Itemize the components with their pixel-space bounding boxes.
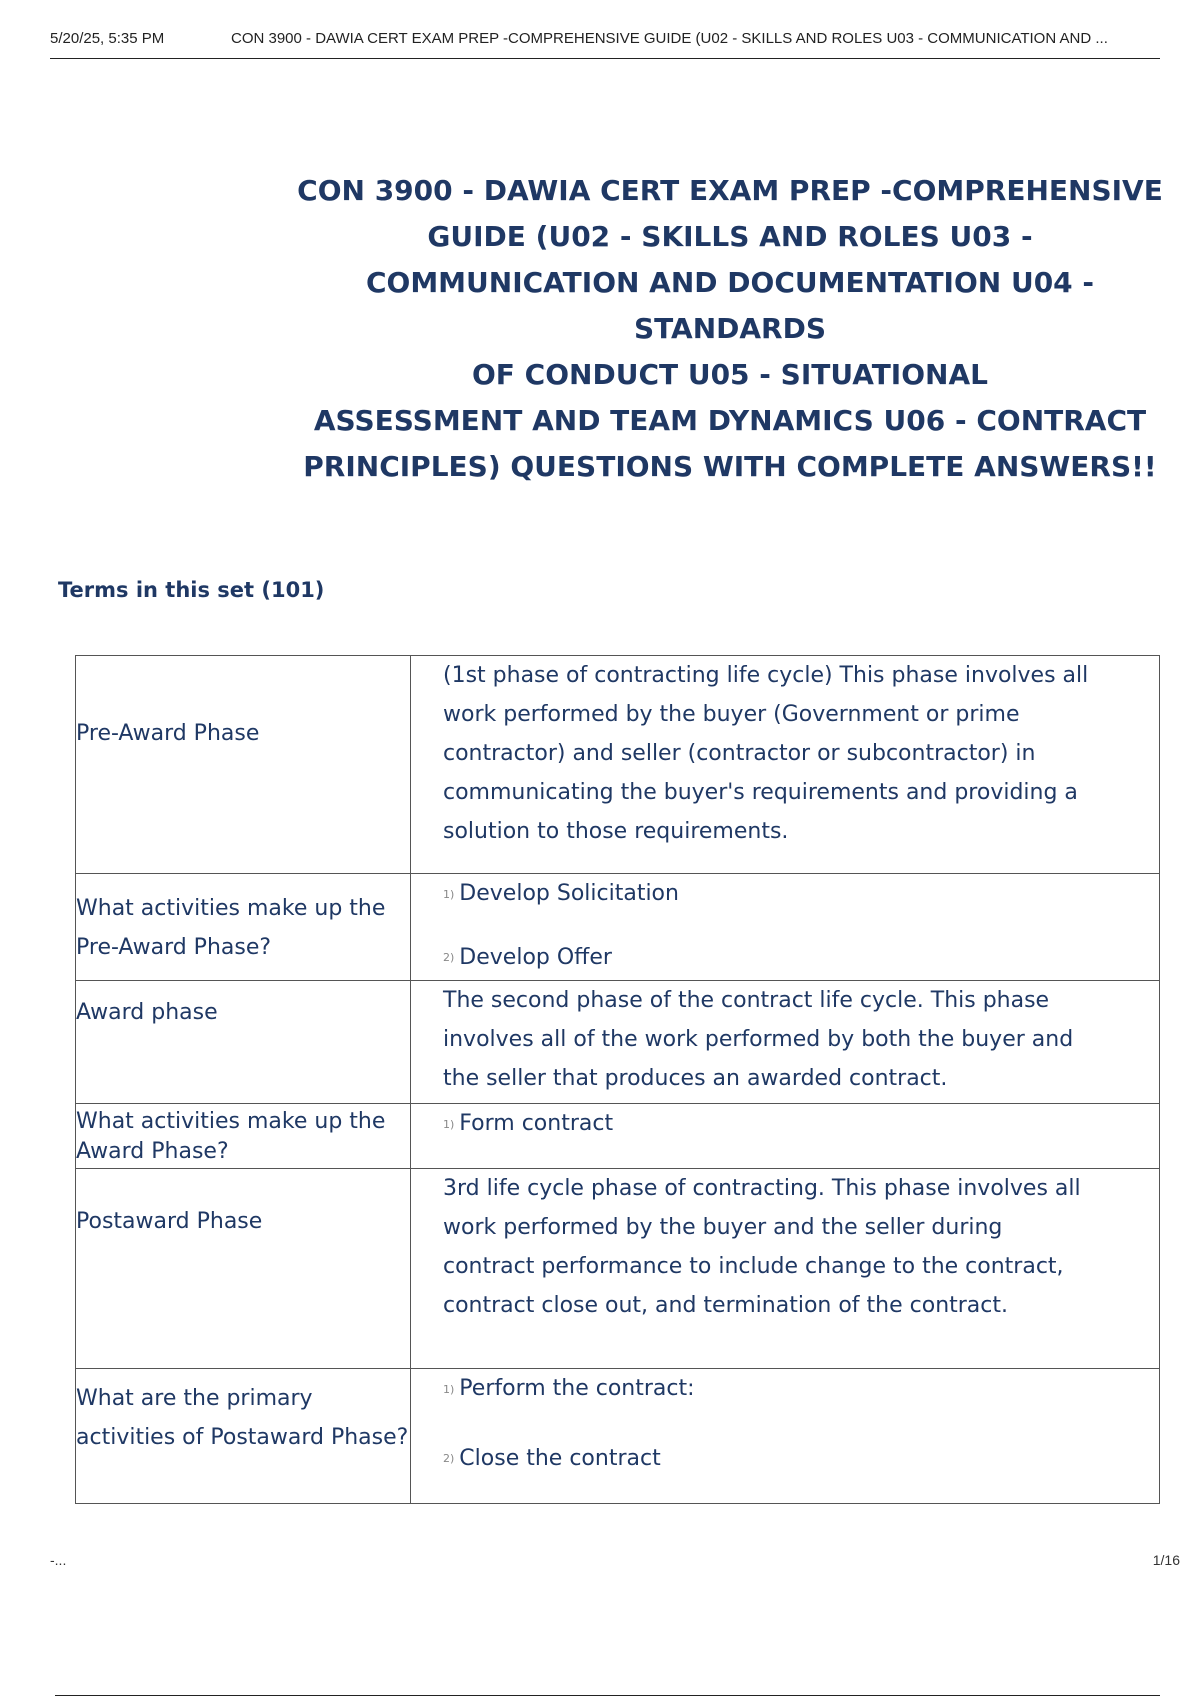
list-item — [443, 874, 1099, 914]
term-text: Award phase — [76, 1000, 218, 1025]
title-line: CON 3900 - DAWIA CERT EXAM PREP -COMPREHENSIVE — [297, 174, 1163, 207]
term-cell — [76, 1169, 411, 1369]
list-item-text: Form contract — [459, 1111, 614, 1136]
term-cell — [76, 981, 411, 1104]
term-text: Postaward Phase — [76, 1209, 263, 1234]
list-item — [443, 1369, 1099, 1409]
list-item-text: Perform the contract: — [459, 1376, 695, 1401]
term-cell — [76, 1104, 411, 1169]
list-item-text: Develop Offer — [459, 944, 612, 970]
list-spacer — [443, 1409, 1099, 1439]
list-item-text: Close the contract — [459, 1445, 661, 1471]
title-line: COMMUNICATION AND DOCUMENTATION U04 - STANDARDS — [365, 266, 1095, 345]
title-line: OF CONDUCT U05 - SITUATIONAL — [472, 358, 988, 391]
list-number: 1) — [443, 1117, 455, 1131]
list-item — [443, 1439, 1099, 1479]
title-line: ASSESSMENT AND TEAM DYNAMICS U06 - CONTRACT — [313, 404, 1147, 437]
table-row — [76, 981, 1160, 1104]
print-document-name: CON 3900 - DAWIA CERT EXAM PREP -COMPREHENSIVE GUIDE (U02 - SKILLS AND ROLES U03 - COMMUNICATION AND ... — [231, 30, 1108, 47]
term-cell — [76, 656, 411, 874]
print-timestamp: 5/20/25, 5:35 PM — [50, 30, 165, 47]
term-text: What activities make up the Pre-Award Phase? — [76, 896, 386, 960]
term-cell — [76, 874, 411, 981]
title-line: PRINCIPLES) QUESTIONS WITH COMPLETE ANSWERS!! — [303, 450, 1157, 483]
definition-cell — [411, 874, 1160, 981]
definition-text: (1st phase of contracting life cycle) This phase involves all work performed by the buyer (Government or prime contractor) and seller (contractor or subcontractor) in communicating the buyer's requirements and providing a solution to those requirements. — [443, 663, 1089, 844]
definition-text: The second phase of the contract life cycle. This phase involves all of the work performed by both the buyer and the seller that produces an awarded contract. — [443, 988, 1074, 1091]
table-row — [76, 1104, 1160, 1169]
list-item — [443, 1104, 1099, 1144]
definition-cell — [411, 1104, 1160, 1169]
page-number: 1/16 — [1152, 1552, 1180, 1568]
definition-cell — [411, 1369, 1160, 1504]
terms-table — [75, 655, 1160, 1504]
table-row — [76, 656, 1160, 874]
definition-text: 3rd life cycle phase of contracting. This phase involves all work performed by the buyer and the seller during contract performance to include change to the contract, contract close out, and termination of the contract. — [443, 1176, 1081, 1318]
definition-cell — [411, 656, 1160, 874]
table-row — [76, 1169, 1160, 1369]
list-item — [443, 938, 1099, 978]
table-row — [76, 874, 1160, 981]
list-number: 1) — [443, 1382, 455, 1396]
term-text: Pre-Award Phase — [76, 721, 260, 746]
term-text: What are the primary activities of Postaward Phase? — [76, 1386, 409, 1450]
definition-cell — [411, 1169, 1160, 1369]
document-title — [270, 168, 1190, 490]
list-number: 2) — [443, 1452, 455, 1465]
definition-cell — [411, 981, 1160, 1104]
table-row — [76, 1369, 1160, 1504]
terms-count-label: Terms in this set (101) — [58, 578, 325, 602]
bottom-divider — [55, 1695, 1160, 1696]
term-cell — [76, 1369, 411, 1504]
title-line: GUIDE (U02 - SKILLS AND ROLES U03 - — [427, 220, 1033, 253]
print-header — [50, 28, 1160, 59]
list-number: 2) — [443, 951, 455, 964]
term-text: What activities make up the Award Phase? — [76, 1109, 386, 1164]
list-number: 1) — [443, 887, 455, 901]
footer-url: -... — [50, 1552, 67, 1568]
list-item-text: Develop Solicitation — [459, 881, 679, 906]
